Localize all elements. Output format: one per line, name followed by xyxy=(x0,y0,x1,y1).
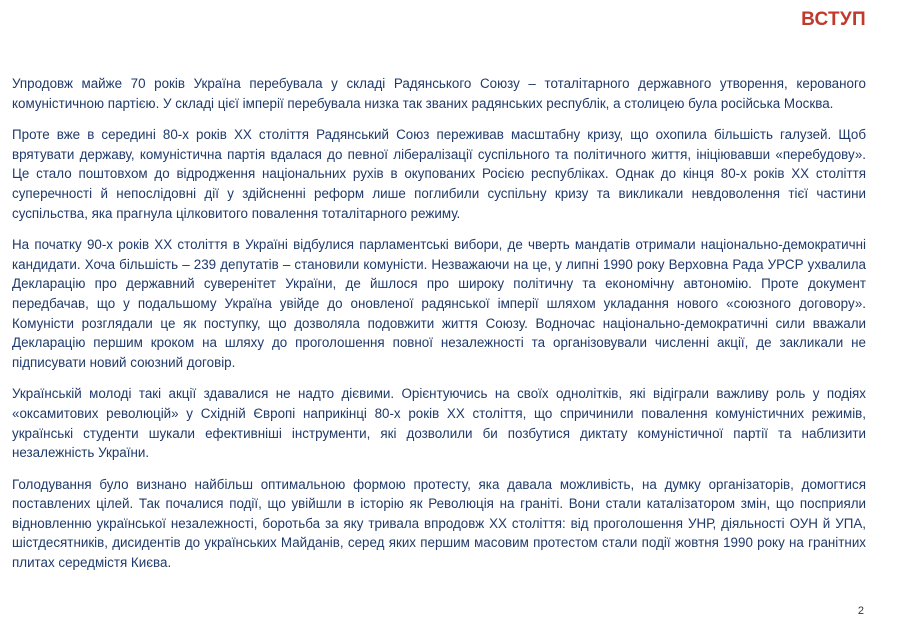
paragraph-1: Упродовж майже 70 років Україна перебувала у складі Радянського Союзу – тоталітарного державного утворення, керованого комуністичною партією. У складі цієї імперії перебувала низка так званих радянських республік, а столицею була російська Москва. xyxy=(12,76,866,111)
body-text xyxy=(12,74,866,585)
section-title: ВСТУП xyxy=(801,9,866,30)
paragraph-2: Проте вже в середині 80-х років ХХ століття Радянський Союз переживав масштабну кризу, що охопила більшість галузей. Щоб врятувати державу, комуністична партія вдалася до певної лібералізації суспільного та політичного життя, ініціювавши «перебудову». Це стало поштовхом до відродження національних рухів в окупованих Росією республіках. Однак до кінця 80-х років ХХ століття суперечності й непослідовні дії у здійсненні реформ лише поглибили суспільну кризу та викликали невдоволення тієї частини суспільства, яка прагнула цілковитого повалення тоталітарного режиму. xyxy=(12,127,866,221)
paragraph-4: Українській молоді такі акції здавалися не надто дієвими. Орієнтуючись на своїх однолітків, які відіграли важливу роль у подіях «оксамитових революцій» у Східній Європі наприкінці 80-х років ХХ століття, що спричинили повалення комуністичних режимів, українські студенти шукали ефективніші інструменти, які дозволили би позбутися диктату комуністичної партії та наблизити незалежність України. xyxy=(12,386,866,461)
page-number: 2 xyxy=(857,605,864,617)
paragraph-5: Голодування було визнано найбільш оптимальною формою протесту, яка давала можливість, на думку організаторів, домогтися поставлених цілей. Так почалися події, що увійшли в історію як Революція на граніті. Вони стали каталізатором змін, що посприяли відновленню української незалежності, боротьба за яку тривала впродовж ХХ століття: від проголошення УНР, діяльності ОУН й УПА, шістдесятників, дисидентів до українських Майданів, серед яких першим масовим протестом стали події жовтня 1990 року на гранітних плитах середмістя Києва. xyxy=(12,476,866,571)
paragraph-3: На початку 90-х років ХХ століття в Україні відбулися парламентські вибори, де чверть мандатів отримали національно-демократичні кандидати. Хоча більшість – 239 депутатів – становили комуністи. Незважаючи на це, у липні 1990 року Верховна Рада УРСР ухвалила Декларацію про державний суверенітет України, де йшлося про широку політичну та економічну автономію. Проте документ передбачав, що у подальшому Україна увійде до оновленої радянської імперії шляхом укладання нового «союзного договору». Комуністи розглядали це як поступку, що дозволяла подовжити життя Союзу. Водночас національно-демократичні сили вважали Декларацію першим кроком на шляху до проголошення повної незалежності та організовували численні акції, де закликали не підписувати новий союзний договір. xyxy=(12,237,866,370)
